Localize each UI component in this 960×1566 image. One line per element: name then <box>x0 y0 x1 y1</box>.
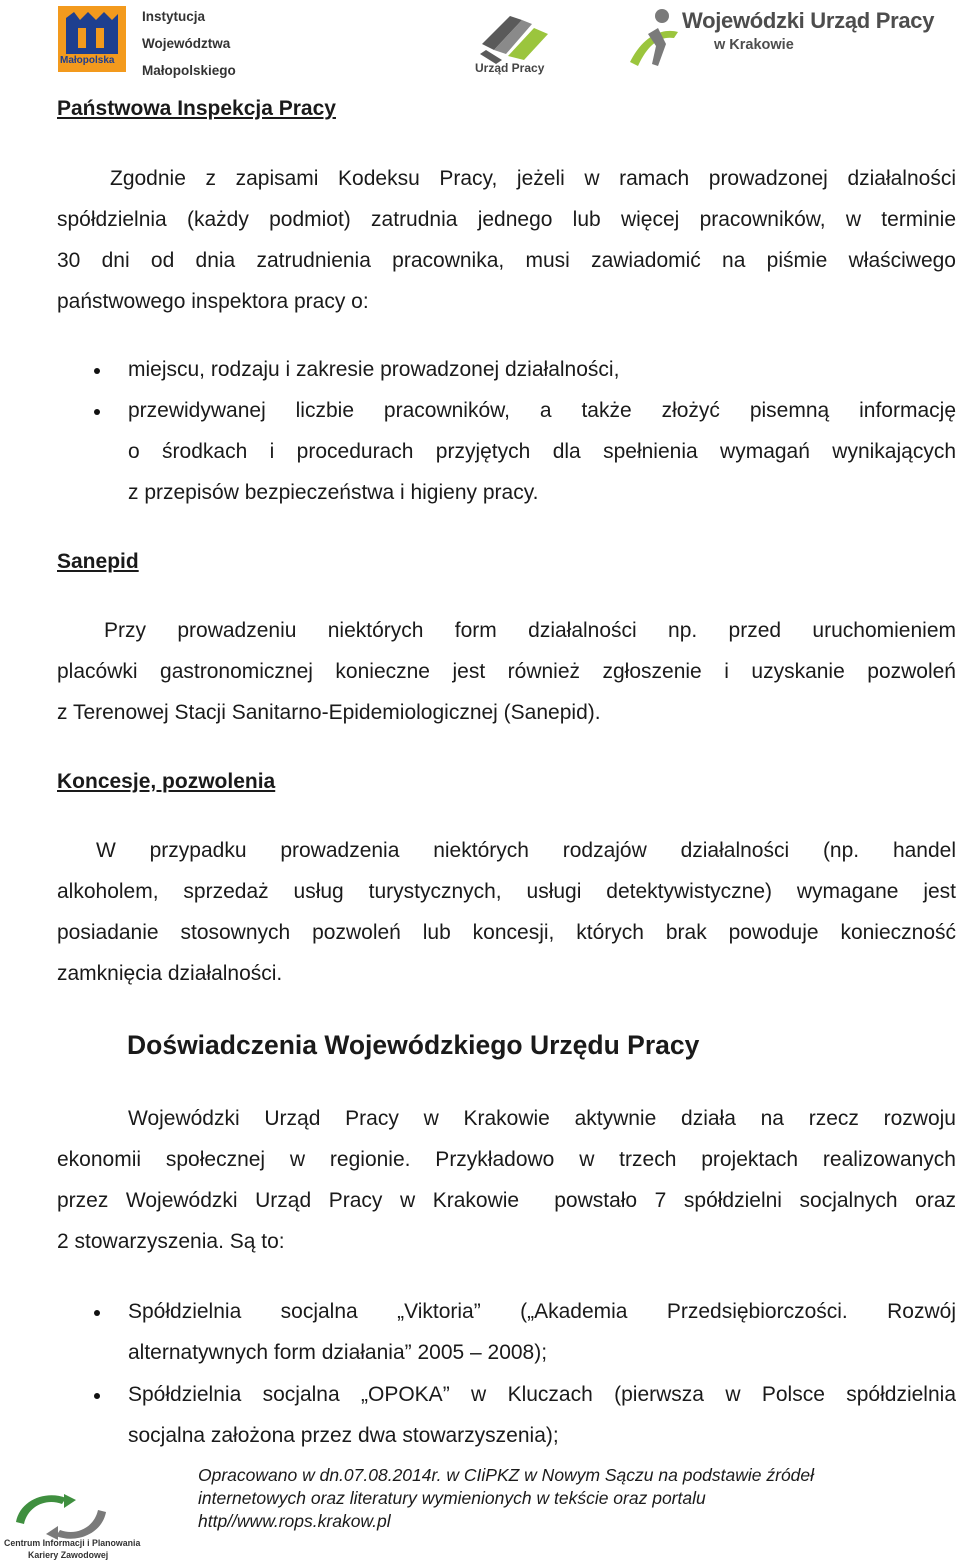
sanepid-para-line: Przy prowadzeniu niektórych form działalności np. przed uruchomieniem <box>104 619 956 642</box>
wup-para-line: przez Wojewódzki Urząd Pracy w Krakowie powstało 7 spółdzielni socjalnych oraz <box>57 1189 956 1212</box>
pip-bullet-line: miejscu, rodzaju i zakresie prowadzonej działalności, <box>128 358 620 381</box>
urzad-pracy-label: Urząd Pracy <box>475 61 545 75</box>
bullet-dot-icon <box>94 1310 100 1316</box>
pip-bullet-line: z przepisów bezpieczeństwa i higieny pracy. <box>128 481 539 504</box>
pip-para-line: państwowego inspektora pracy o: <box>57 290 369 313</box>
koncesje-para-line: zamknięcia działalności. <box>57 962 283 985</box>
wup-para-line: ekonomii społecznej w regionie. Przykładowo w trzech projektach realizowanych <box>57 1148 956 1171</box>
cipkz-name-line2: Kariery Zawodowej <box>28 1550 109 1560</box>
wup-bullet-line: Spółdzielnia socjalna „OPOKA” w Kluczach (pierwsza w Polsce spółdzielnia <box>128 1383 956 1406</box>
bullet-dot-icon <box>94 409 100 415</box>
bullet-dot-icon <box>94 1393 100 1399</box>
page-header <box>0 0 960 86</box>
wup-title: Wojewódzki Urząd Pracy <box>682 8 935 33</box>
heading-koncesje: Koncesje, pozwolenia <box>57 770 276 793</box>
koncesje-para-line: alkoholem, sprzedaż usług turystycznych, usługi detektywistyczne) wymagane jest <box>57 880 956 903</box>
sanepid-para-line: z Terenowej Stacji Sanitarno-Epidemiologicznej (Sanepid). <box>57 701 601 724</box>
heading-pip: Państwowa Inspekcja Pracy <box>57 97 336 120</box>
heading-wup: Doświadczenia Wojewódzkiego Urzędu Pracy <box>127 1030 700 1060</box>
pip-para-line: 30 dni od dnia zatrudnienia pracownika, musi zawiadomić na piśmie właściwego <box>57 249 956 272</box>
koncesje-para-line: posiadanie stosownych pozwoleń lub koncesji, których brak powoduje konieczność <box>57 921 956 944</box>
pip-bullet-line: o środkach i procedurach przyjętych dla spełnienia wymagań wynikających <box>128 440 956 463</box>
wup-para-line: 2 stowarzyszenia. Są to: <box>57 1230 285 1253</box>
footer-line: http//www.rops.krakow.pl <box>198 1511 391 1531</box>
wup-logo-figure <box>624 4 684 74</box>
pip-bullet-line: przewidywanej liczbie pracowników, a także złożyć pisemną informację <box>128 399 956 422</box>
institution-name: Instytucja Województwa Małopolskiego <box>142 9 236 78</box>
cipkz-name-line1: Centrum Informacji i Planowania <box>4 1538 141 1548</box>
footer-line: internetowych oraz literatury wymienionych w tekście oraz portalu <box>198 1488 706 1508</box>
koncesje-para-line: W przypadku prowadzenia niektórych rodzajów działalności (np. handel <box>96 839 956 862</box>
bullet-dot-icon <box>94 368 100 374</box>
heading-sanepid: Sanepid <box>57 550 139 573</box>
wup-para-line: Wojewódzki Urząd Pracy w Krakowie aktywnie działa na rzecz rozwoju <box>128 1107 956 1130</box>
malopolska-badge-text: Małopolska <box>60 55 115 66</box>
sanepid-para-line: placówki gastronomicznej konieczne jest również zgłoszenie i uzyskanie pozwoleń <box>57 660 956 683</box>
pip-para-line: Zgodnie z zapisami Kodeksu Pracy, jeżeli w ramach prowadzonej działalności <box>110 167 956 190</box>
pip-para-line: spółdzielnia (każdy podmiot) zatrudnia jednego lub więcej pracowników, w terminie <box>57 208 956 231</box>
footer-line: Opracowano w dn.07.08.2014r. w CIiPKZ w Nowym Sączu na podstawie źródeł <box>198 1465 815 1485</box>
wup-bullet-line: socjalna założona przez dwa stowarzyszenia); <box>128 1424 559 1447</box>
wup-bullet-line: alternatywnych form działania” 2005 – 2008); <box>128 1341 548 1364</box>
wup-subtitle: w Krakowie <box>714 37 794 53</box>
wup-bullet-line: Spółdzielnia socjalna „Viktoria” („Akademia Przedsiębiorczości. Rozwój <box>128 1300 956 1323</box>
